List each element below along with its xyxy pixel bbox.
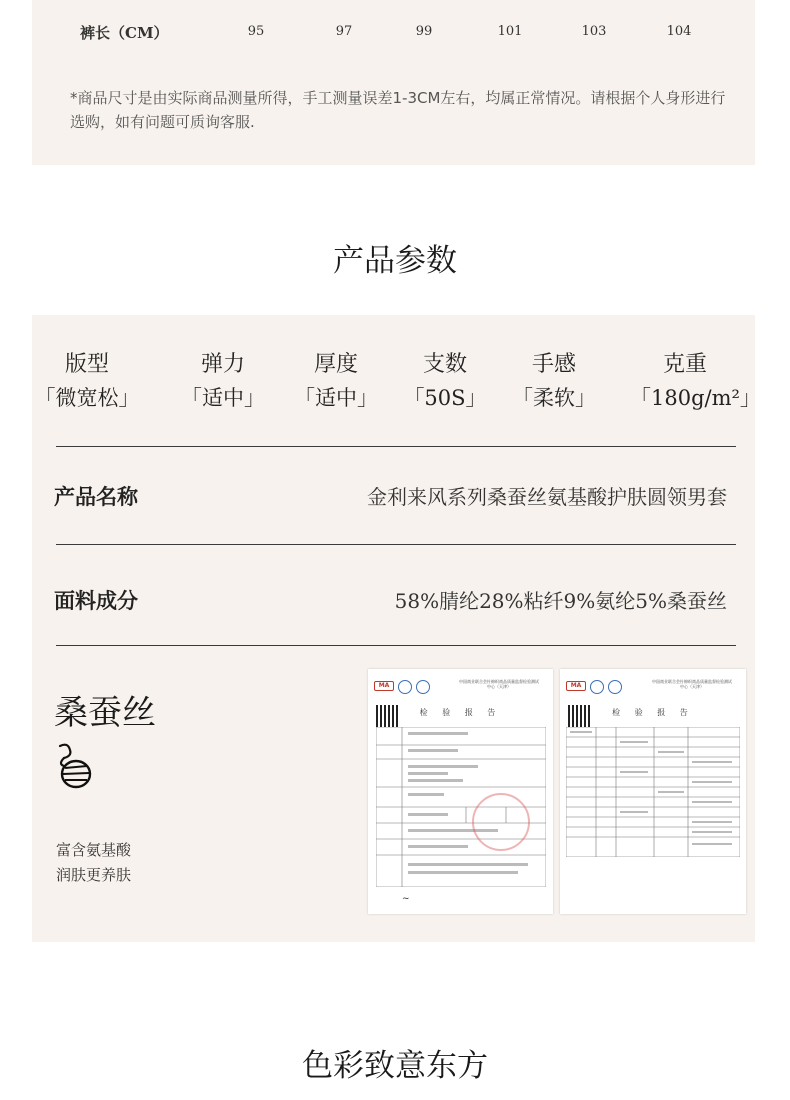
report-header: 中国商业联合会针棉织商品质量监督检验测试中心（天津） [459,679,539,689]
attr-name: 弹力 [200,352,245,377]
attr-yarn-count [390,349,500,415]
report-title: 检 验 报 告 [419,708,502,717]
attr-value: 「50S」 [403,386,487,410]
attr-value: 「180g/m²」 [630,386,761,410]
attr-name: 克重 [662,352,707,377]
size-disclaimer-note: *商品尺寸是由实际商品测量所得，手工测量误差1-3CM左右，均属正常情况。请根据个人身形进行选购，如有问题可质询客服. [70,89,726,131]
silkworm-icon [54,740,98,790]
cnas-logo-icon [608,680,622,694]
attr-name: 版型 [64,352,109,377]
attr-fit [32,349,142,415]
size-value: 95 [247,24,265,39]
params-section-title: 产品参数 [333,243,457,279]
attr-value: 「适中」 [294,386,378,410]
divider [56,544,736,545]
size-value: 103 [581,24,607,39]
attr-value: 「适中」 [181,386,265,410]
size-row-pants-length [32,22,755,46]
red-seal-stamp [472,793,530,851]
attr-value: 「柔软」 [512,386,596,410]
divider [56,446,736,447]
size-row-label: 裤长（CM） [80,24,169,42]
attr-name: 支数 [422,352,467,377]
cert-logo-icon [398,680,412,694]
product-name-value: 金利来风系列桑蚕丝氨基酸护肤圆领男套 [367,485,727,509]
cert-logo-icon [590,680,604,694]
attr-name: 厚度 [313,352,358,377]
inspection-report-image [368,669,553,914]
silk-desc-line: 润肤更养肤 [56,866,132,884]
size-value: 97 [335,24,353,39]
ma-logo-icon: MA [566,681,586,691]
fabric-label: 面料成分 [54,589,138,613]
silk-description [56,838,131,888]
attr-weight [630,349,761,415]
silk-desc-line: 富含氨基酸 [56,841,132,859]
attr-value: 「微宽松」 [34,386,140,410]
report-header: 中国商业联合会针棉织商品质量监督检验测试中心（天津） [652,679,732,689]
fabric-value: 58%腈纶28%粘纤9%氨纶5%桑蚕丝 [394,589,727,613]
report-title: 检 验 报 告 [612,708,694,717]
color-section-title: 色彩致意东方 [302,1048,488,1084]
inspection-report-image [560,669,746,914]
silk-title: 桑蚕丝 [54,693,156,733]
signature: ~ [402,894,410,904]
divider [56,645,736,646]
attr-name: 手感 [531,352,576,377]
size-value: 99 [415,24,433,39]
params-panel [32,315,761,942]
attr-thickness [281,349,391,415]
size-value: 104 [666,24,692,39]
product-name-label: 产品名称 [54,485,138,509]
attr-hand-feel [499,349,609,415]
attr-elasticity [168,349,278,415]
ma-logo-icon: MA [374,681,394,691]
size-table-panel [32,0,755,165]
cnas-logo-icon [416,680,430,694]
size-value: 101 [497,24,523,39]
report-table [566,727,740,857]
